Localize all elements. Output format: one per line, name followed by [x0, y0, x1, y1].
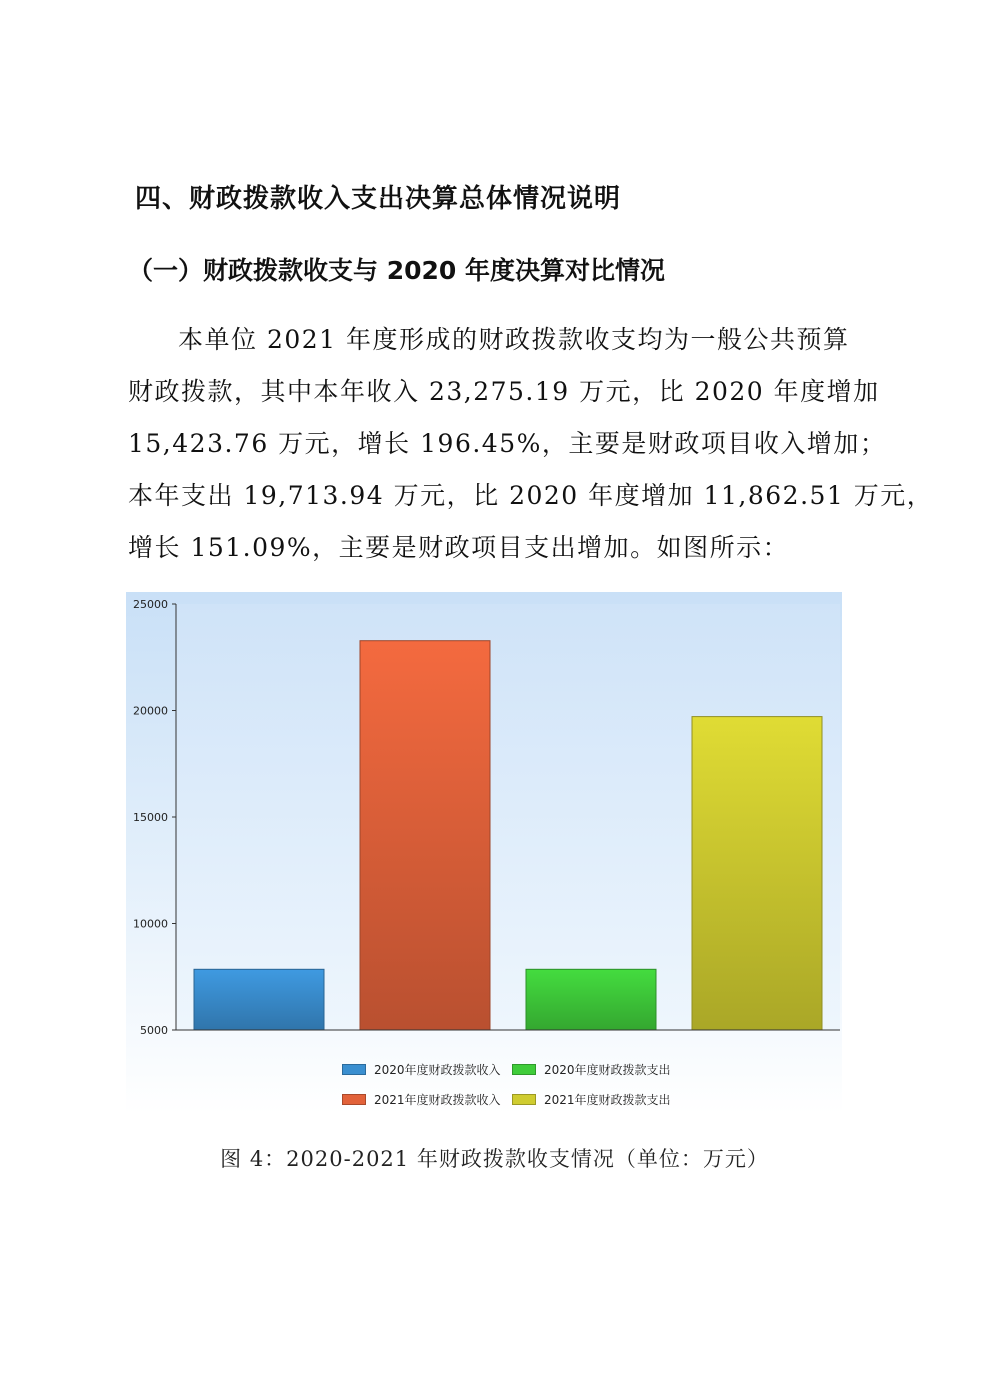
section-heading: 四、财政拨款收入支出决算总体情况说明: [135, 184, 622, 214]
legend-swatch: [512, 1094, 536, 1105]
legend-item: [342, 1061, 501, 1078]
bar: [526, 969, 656, 1030]
paragraph-line: 财政拨款，其中本年收入 23,275.19 万元，比 2020 年度增加: [128, 377, 880, 406]
legend-item: [512, 1061, 671, 1078]
figure-caption: 图 4：2020-2021 年财政拨款收支情况（单位：万元）: [220, 1147, 769, 1171]
bar: [194, 969, 324, 1030]
subsection-heading: （一）财政拨款收支与 2020 年度决算对比情况: [128, 256, 665, 285]
legend-swatch: [342, 1094, 366, 1105]
y-tick-label: 10000: [133, 917, 168, 931]
paragraph-line: 本单位 2021 年度形成的财政拨款收支均为一般公共预算: [178, 325, 850, 354]
bar-chart: [126, 592, 842, 1114]
chart-legend: [342, 1055, 682, 1115]
paragraph-line: 本年支出 19,713.94 万元，比 2020 年度增加 11,862.51 万元，: [128, 481, 934, 510]
paragraph-line: 增长 151.09%，主要是财政项目支出增加。如图所示：: [128, 533, 790, 562]
y-tick-label: 20000: [133, 704, 168, 718]
legend-item: [512, 1091, 671, 1108]
legend-label: 2021年度财政拨款收入: [374, 1093, 501, 1107]
legend-swatch: [512, 1064, 536, 1075]
bar: [692, 717, 822, 1030]
y-tick-label: 15000: [133, 811, 168, 824]
legend-swatch: [342, 1064, 366, 1075]
bar: [360, 641, 490, 1030]
legend-label: 2020年度财政拨款收入: [374, 1063, 501, 1077]
y-tick-label: 25000: [133, 598, 168, 611]
legend-item: [342, 1091, 501, 1108]
body-paragraph: [128, 318, 934, 578]
legend-label: 2021年度财政拨款支出: [544, 1093, 671, 1107]
legend-label: 2020年度财政拨款支出: [544, 1063, 671, 1077]
paragraph-line: 15,423.76 万元，增长 196.45%，主要是财政项目收入增加；: [128, 429, 887, 458]
y-tick-label: 5000: [140, 1024, 168, 1037]
